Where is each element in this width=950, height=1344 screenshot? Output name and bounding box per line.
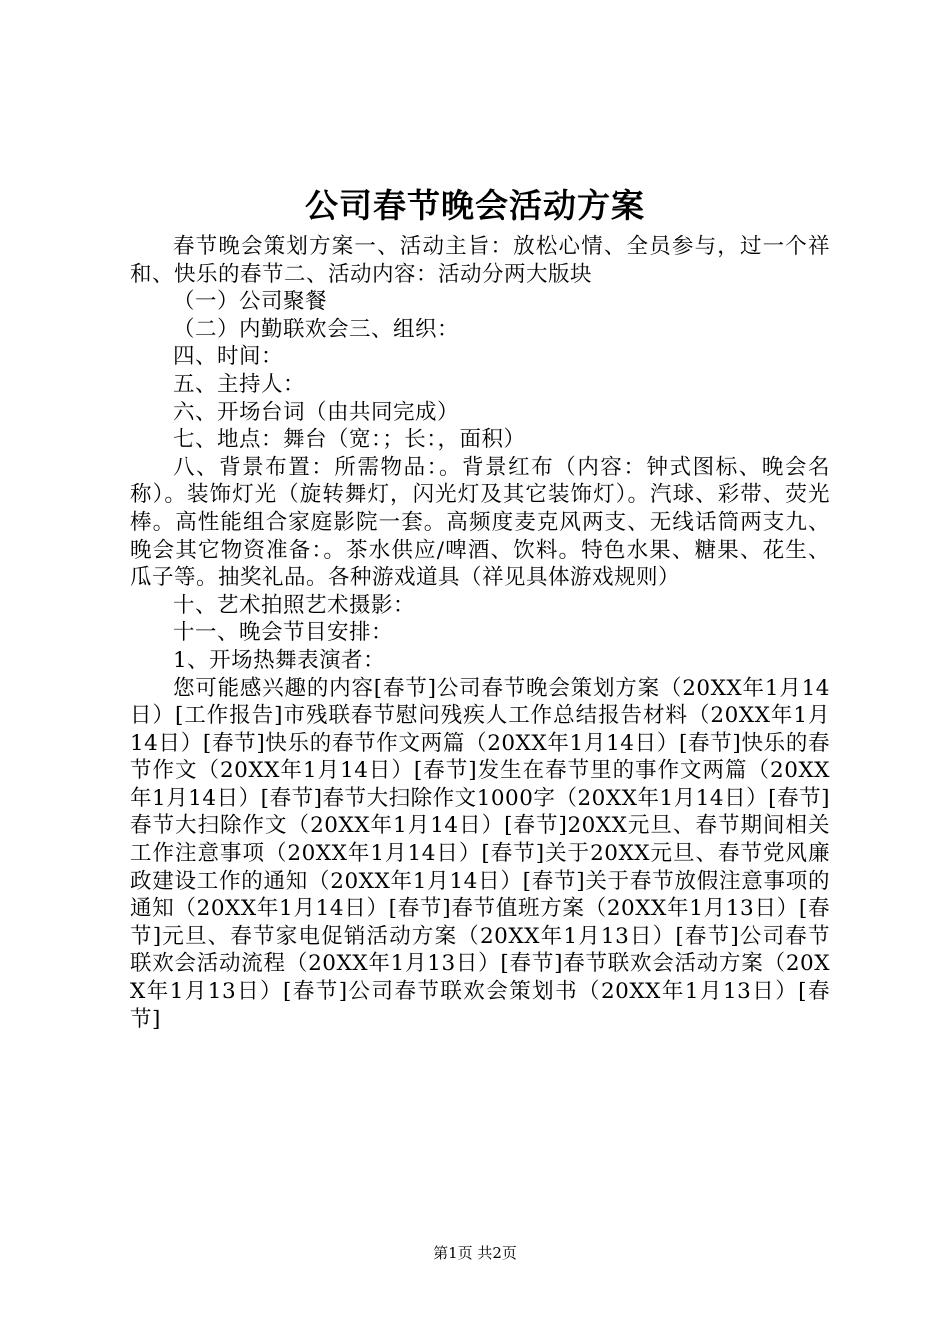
paragraph-opening-lines: 六、开场台词（由共同完成） bbox=[173, 399, 460, 425]
paragraph-time: 四、时间： bbox=[173, 344, 284, 370]
paragraph-location: 七、地点：舞台（宽：；长：，面积） bbox=[173, 427, 526, 453]
paragraph-photography: 十、艺术拍照艺术摄影： bbox=[173, 592, 416, 618]
paragraph-intro: 春节晚会策划方案一、活动主旨：放松心情、全员参与，过一个祥和、快乐的春节二、活动内容：活动分两大版块 bbox=[130, 234, 830, 287]
paragraph-opening-dance: 1、开场热舞表演者： bbox=[173, 647, 386, 673]
document-title: 公司春节晚会活动方案 bbox=[305, 186, 645, 225]
paragraph-program-schedule: 十一、晚会节目安排： bbox=[173, 620, 394, 646]
paragraph-related-content: 您可能感兴趣的内容[春节]公司春节晚会策划方案（20XX年1月14日）[工作报告]市残联春节慰问残疾人工作总结报告材料（20XX年1月14日）[春节]快乐的春节作文两篇（20XX年1月14日）[春节]快乐的春节作文（20XX年1月14日）[春节]发生在春节里的事作文两篇（20XX年1月14日）[春节]春节大扫除作文1000字（20XX年1月14日）[春节]春节大扫除作文（20XX年1月14日）[春节]20XX元旦、春节期间相关工作注意事项（20XX年1月14日）[春节]关于20XX元旦、春节党风廉政建设工作的通知（20XX年1月14日）[春节]关于春节放假注意事项的通知（20XX年1月14日）[春节]春节值班方案（20XX年1月13日）[春节]元旦、春节家电促销活动方案（20XX年1月13日）[春节]公司春节联欢会活动流程（20XX年1月13日）[春节]春节联欢会活动方案（20XX年1月13日）[春节]公司春节联欢会策划书（20XX年1月13日）[春节] bbox=[130, 675, 830, 1032]
paragraph-host: 五、主持人： bbox=[173, 371, 306, 397]
paragraph-background-setup: 八、背景布置：所需物品：。背景红布（内容：钟式图标、晚会名称）。装饰灯光（旋转舞灯，闪光灯及其它装饰灯）。汽球、彩带、荧光棒。高性能组合家庭影院一套。高频度麦克风两支、无线话筒两支九、晚会其它物资准备：。茶水供应/啤酒、饮料。特色水果、糖果、花生、瓜子等。抽奖礼品。各种游戏道具（祥见具体游戏规则） bbox=[130, 454, 830, 591]
page-footer: 第1页 共2页 bbox=[433, 1244, 517, 1262]
paragraph-company-dinner: （一）公司聚餐 bbox=[173, 289, 328, 315]
document-body bbox=[130, 233, 830, 1033]
paragraph-office-party: （二）内勤联欢会三、组织： bbox=[173, 316, 460, 342]
